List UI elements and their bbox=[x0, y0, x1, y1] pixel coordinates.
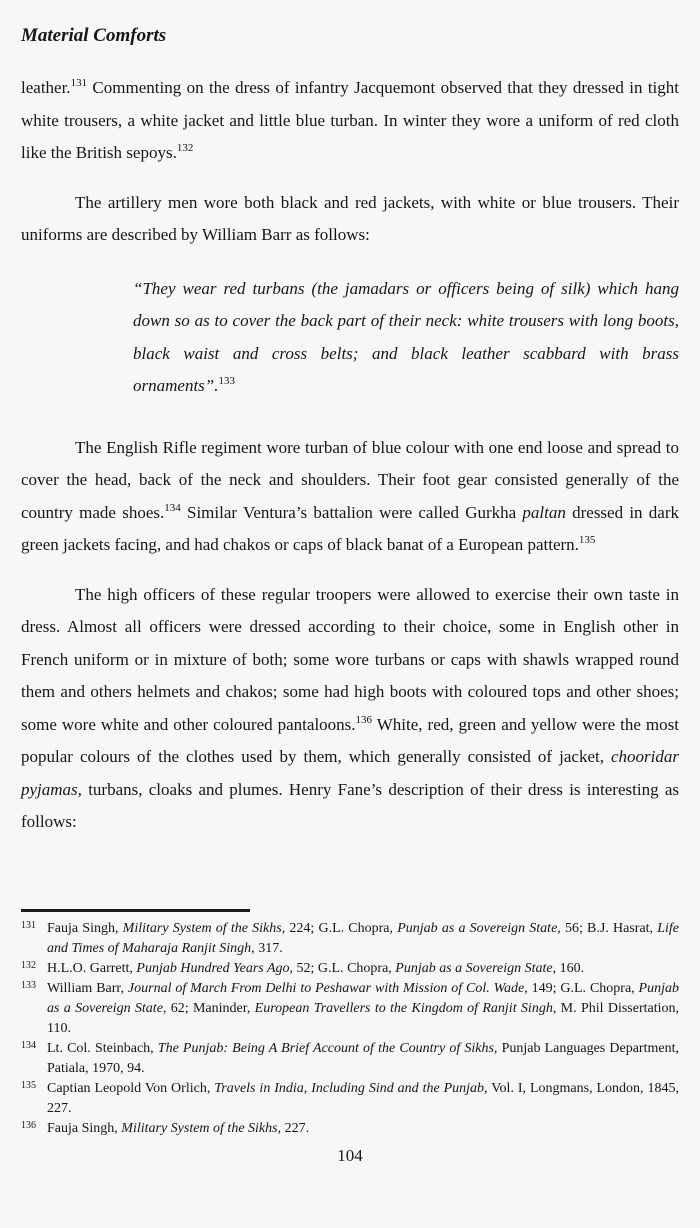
text-run: Lt. Col. Steinbach, bbox=[47, 1040, 158, 1056]
text-run: The high officers of these regular troopers were allowed to exercise their own taste in dress. Almost all officers were dressed according to their choice, some in English other in French uniform or in mixture of both; some wore turbans or caps with shawls wrapped round them and others helmets and chakos; some had high boots with coloured tops and other shoes; some wore white and other coloured pantaloons. bbox=[21, 584, 679, 734]
text-run: Similar Ventura’s battalion were called Gurkha bbox=[180, 502, 523, 522]
footnote-136 bbox=[21, 1119, 679, 1139]
footnote-number: 132 bbox=[21, 959, 36, 971]
text-run: turbans, cloaks and plumes. Henry Fane’s description of their dress is interesting as follows: bbox=[21, 779, 679, 831]
book-title: Punjab as a Sovereign State, bbox=[397, 920, 561, 936]
book-title: Military System of the Sikhs, bbox=[122, 920, 286, 936]
text-run: 317. bbox=[254, 940, 283, 956]
paragraph-leather bbox=[21, 72, 679, 170]
text-run: The English Rifle regiment wore turban of blue colour with one end loose and spread to cover the head, back of the neck and shoulders. Their foot gear consisted generally of the country made shoes. bbox=[21, 437, 679, 522]
footnote-132 bbox=[21, 959, 679, 979]
paragraph-rifle-regiment bbox=[21, 432, 679, 562]
text-run: Fauja Singh, bbox=[47, 920, 123, 936]
text-run: The artillery men wore both black and red jackets, with white or blue trousers. Their uniforms are described by William Barr as follows: bbox=[21, 192, 679, 244]
book-title: Travels in India, Including Sind and the Punjab bbox=[214, 1080, 485, 1096]
book-title: Journal of March From Delhi to Peshawar with Mission of Col. Wade bbox=[127, 980, 525, 996]
footnote-number: 135 bbox=[21, 1079, 36, 1091]
text-run: dressed in dark green jackets facing, and had chakos or caps of black banat of a European pattern. bbox=[21, 502, 679, 554]
text-run: 224; G.L. Chopra, bbox=[285, 920, 398, 936]
book-title: Life and Times of Maharaja Ranjit Singh, bbox=[47, 920, 680, 956]
text-run: Punjab Languages Department, Patiala, 1970, 94. bbox=[47, 1040, 679, 1076]
footnote-134 bbox=[21, 1039, 679, 1079]
footnote-ref-135: 135 bbox=[578, 534, 596, 546]
text-run: , 52; G.L. Chopra, bbox=[289, 960, 396, 976]
text-run: Commenting on the dress of infantry Jacquemont observed that they dressed in tight white trousers, a white jacket and little blue turban. In winter they wore a uniform of red cloth like the British sepoys. bbox=[21, 78, 679, 162]
footnote-135 bbox=[21, 1079, 679, 1119]
page-number: 104 bbox=[337, 1145, 363, 1165]
book-title: Punjab as a Sovereign State bbox=[47, 980, 679, 1016]
footnote-ref-134: 134 bbox=[164, 501, 181, 514]
book-title: European Travellers to the Kingdom of Ranjit Singh bbox=[254, 1000, 553, 1016]
footnote-ref-136: 136 bbox=[355, 713, 373, 726]
text-run: , 62; Maninder, bbox=[162, 1000, 255, 1016]
text-run: , Vol. I, Longmans, London, 1845, 227. bbox=[47, 1080, 679, 1116]
book-title: Punjab Hundred Years Ago bbox=[136, 960, 290, 976]
text-run: , 227. bbox=[277, 1120, 310, 1136]
footnote-number: 133 bbox=[21, 979, 36, 991]
text-run: H.L.O. Garrett, bbox=[47, 960, 137, 976]
book-title: Military System of the Sikhs bbox=[121, 1120, 278, 1136]
footnote-separator-rule bbox=[21, 909, 250, 912]
footnote-ref-131: 131 bbox=[70, 77, 88, 89]
text-run: 56; B.J. Hasrat, bbox=[560, 920, 658, 936]
book-title: Punjab as a Sovereign State bbox=[395, 960, 553, 976]
footnote-number: 136 bbox=[21, 1119, 36, 1131]
paragraph-artillery bbox=[21, 187, 679, 252]
text-run: “They wear red turbans (the jamadars or officers being of silk) which hang down so as to cover the back part of their neck: white trousers with long boots, black waist and cross belts; and black leather scabbard with brass ornaments”. bbox=[133, 278, 679, 395]
book-title: The Punjab: Being A Brief Account of the Country of Sikhs, bbox=[157, 1040, 498, 1056]
footnote-ref-133: 133 bbox=[218, 375, 235, 387]
text-run: Fauja Singh, bbox=[47, 1120, 122, 1136]
footnote-number: 134 bbox=[21, 1039, 36, 1051]
italic-term-paltan: paltan bbox=[522, 502, 566, 522]
footnote-131 bbox=[21, 919, 679, 959]
text-run: leather. bbox=[21, 78, 71, 97]
paragraph-high-officers bbox=[21, 579, 679, 839]
text-run: , M. Phil Dissertation, 110. bbox=[47, 1000, 679, 1036]
section-heading: Material Comforts bbox=[21, 25, 167, 46]
text-run: White, red, green and yellow were the most popular colours of the clothes used by them, which generally consisted of jacket, bbox=[21, 714, 679, 766]
footnotes-section bbox=[21, 919, 679, 1139]
text-run: , 160. bbox=[552, 960, 585, 976]
italic-term-chooridar-pyjamas: chooridar pyjamas, bbox=[21, 747, 679, 799]
text-run: William Barr, bbox=[47, 980, 128, 996]
text-run: , 149; G.L. Chopra, bbox=[524, 980, 639, 996]
footnote-133 bbox=[21, 979, 679, 1039]
block-quote bbox=[133, 273, 679, 403]
text-run: Captian Leopold Von Orlich, bbox=[47, 1080, 215, 1096]
footnote-ref-132: 132 bbox=[176, 142, 194, 154]
footnote-number: 131 bbox=[21, 919, 36, 931]
